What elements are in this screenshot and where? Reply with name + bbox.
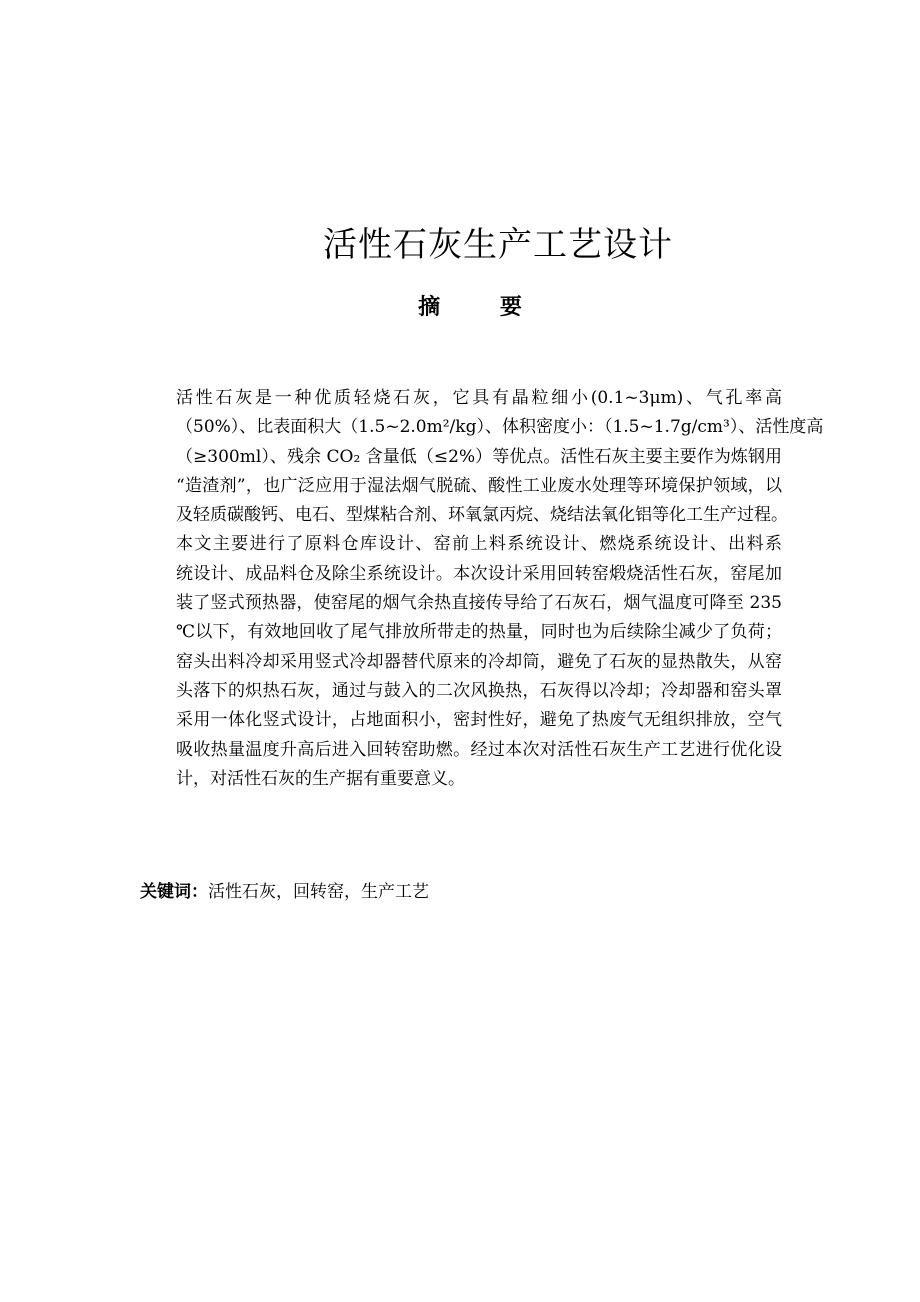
text-line: 吸收热量温度升高后进入回转窑助燃。经过本次对活性石灰生产工艺进行优化设 xyxy=(176,739,782,760)
text-line: 窑头出料冷却采用竖式冷却器替代原来的冷却筒，避免了石灰的显热散失，从窑 xyxy=(176,651,782,672)
abstract-body xyxy=(140,384,824,794)
keywords-line xyxy=(140,878,429,907)
text-line: 头落下的炽热石灰，通过与鼓入的二次风换热，石灰得以冷却；冷却器和窑头罩 xyxy=(176,680,782,701)
text-line: （≥300ml）、残余 CO₂ 含量低（≤2%）等优点。活性石灰主要主要作为炼钢用 xyxy=(176,446,782,467)
text-line: 计，对活性石灰的生产据有重要意义。 xyxy=(176,768,465,789)
text-line: 采用一体化竖式设计，占地面积小，密封性好，避免了热废气无组织排放，空气 xyxy=(176,710,782,731)
text-line: 本文主要进行了原料仓库设计、窑前上料系统设计、燃烧系统设计、出料系 xyxy=(176,534,782,555)
abstract-paragraph xyxy=(140,530,782,794)
text-line: 及轻质碳酸钙、电石、型煤粘合剂、环氧氯丙烷、烧结法氧化铝等化工生产过程。 xyxy=(176,505,788,526)
text-line: 活性石灰是一种优质轻烧石灰，它具有晶粒细小(0.1~3μm)、气孔率高 xyxy=(176,388,782,408)
text-line: 统设计、成品料仓及除尘系统设计。本次设计采用回转窑煅烧活性石灰，窑尾加 xyxy=(176,563,782,584)
text-line: 装了竖式预热器，使窑尾的烟气余热直接传导给了石灰石，烟气温度可降至 235 xyxy=(176,593,782,614)
keywords-label: 关键词： xyxy=(140,882,208,902)
text-line: （50%）、比表面积大（1.5~2.0m²/kg）、体积密度小：（1.5~1.7g/cm³）、活性度高 xyxy=(176,417,824,438)
document-title: 活性石灰生产工艺设计 xyxy=(323,225,673,265)
abstract-paragraph xyxy=(140,384,824,530)
text-line: “造渣剂”，也广泛应用于湿法烟气脱硫、酸性工业废水处理等环境保护领域，以 xyxy=(176,475,782,496)
text-line: ℃以下，有效地回收了尾气排放所带走的热量，同时也为后续除尘减少了负荷； xyxy=(176,622,782,643)
abstract-heading: 摘 要 xyxy=(418,295,548,320)
keywords-value: 活性石灰，回转窑，生产工艺 xyxy=(208,882,429,902)
